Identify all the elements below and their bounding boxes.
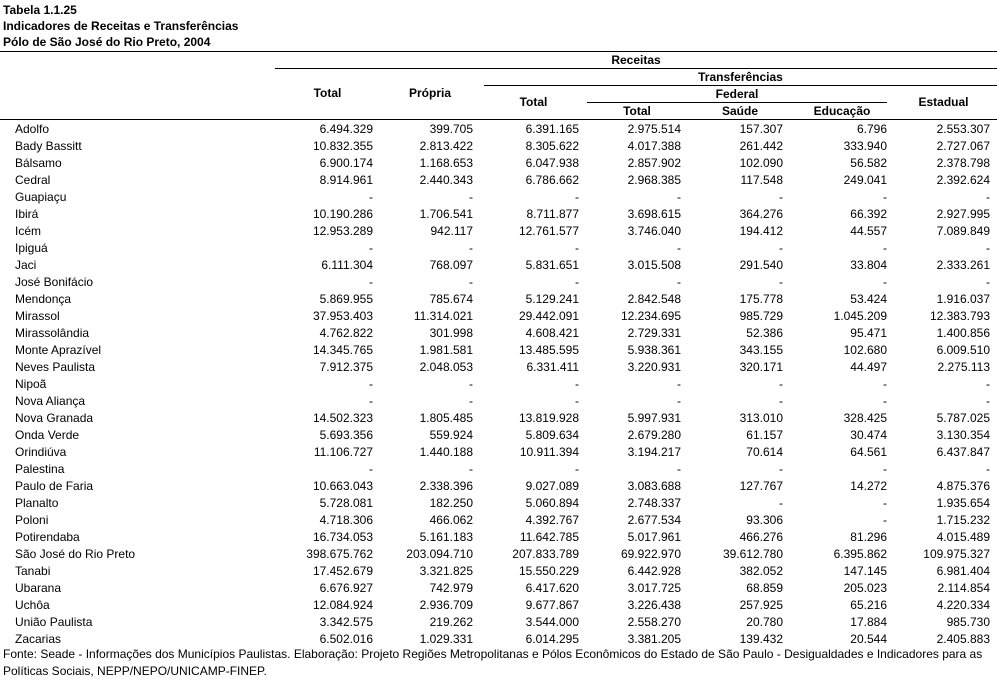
municipality-name: Jaci <box>15 258 37 272</box>
federal-total-cell: - <box>677 377 681 391</box>
transferencias-total-cell: 4.392.767 <box>525 513 579 527</box>
federal-saude-cell: 261.442 <box>739 139 783 153</box>
table-row <box>0 563 997 580</box>
federal-educacao-cell: 205.023 <box>843 581 887 595</box>
federal-total-cell: 2.748.337 <box>627 496 681 510</box>
transferencias-total-cell: 9.677.867 <box>525 598 579 612</box>
receita-total-cell: 6.502.016 <box>319 632 373 646</box>
header-total: Total <box>313 86 342 100</box>
receita-total-cell: - <box>369 190 373 204</box>
federal-saude-cell: - <box>779 275 783 289</box>
receita-propria-cell: 768.097 <box>429 258 473 272</box>
federal-saude-cell: 291.540 <box>739 258 783 272</box>
receita-total-cell: - <box>369 394 373 408</box>
table-row <box>0 376 997 393</box>
transferencias-total-cell: 5.060.894 <box>525 496 579 510</box>
header-saude: Saúde <box>721 104 758 118</box>
receita-total-cell: - <box>369 241 373 255</box>
federal-total-cell: 6.442.928 <box>627 564 681 578</box>
federal-educacao-cell: - <box>883 241 887 255</box>
table-number: Tabela 1.1.25 <box>3 3 77 17</box>
receita-total-cell: - <box>369 462 373 476</box>
federal-total-cell: - <box>677 462 681 476</box>
estadual-cell: 3.130.354 <box>936 428 990 442</box>
receita-total-cell: 7.912.375 <box>319 360 373 374</box>
municipality-name: Uchôa <box>15 598 50 612</box>
federal-saude-cell: 117.548 <box>740 173 783 187</box>
transferencias-total-cell: - <box>575 241 579 255</box>
municipality-name: Ubarana <box>15 581 62 595</box>
municipality-name: Ibirá <box>15 207 39 221</box>
header-federal-total: Total <box>623 104 651 118</box>
table-row <box>0 478 997 495</box>
header-bottom-rule <box>0 119 997 120</box>
municipality-name: Mirassolândia <box>15 326 90 340</box>
receita-total-cell: 398.675.762 <box>306 547 373 561</box>
estadual-cell: 5.787.025 <box>936 411 990 425</box>
municipality-name: Orindiúva <box>15 445 67 459</box>
receita-total-cell: 37.953.403 <box>312 309 373 323</box>
federal-saude-cell: 466.276 <box>739 530 783 544</box>
table-body <box>0 121 997 648</box>
municipality-name: Palestina <box>15 462 65 476</box>
table-row <box>0 121 997 138</box>
federal-total-cell: 3.194.217 <box>627 445 681 459</box>
receita-propria-cell: 2.936.709 <box>419 598 473 612</box>
estadual-cell: 2.392.624 <box>936 173 990 187</box>
estadual-cell: 2.405.883 <box>936 632 990 646</box>
transferencias-total-cell: 5.129.241 <box>525 292 579 306</box>
federal-total-cell: 3.220.931 <box>627 360 681 374</box>
federal-total-cell: 69.922.970 <box>620 547 681 561</box>
federal-educacao-cell: 65.216 <box>850 598 887 612</box>
estadual-cell: - <box>986 394 990 408</box>
transferencias-total-cell: 6.786.662 <box>525 173 579 187</box>
transferencias-total-cell: 3.544.000 <box>525 615 579 629</box>
receita-total-cell: 5.693.356 <box>319 428 373 442</box>
municipality-name: Monte Aprazível <box>15 343 102 357</box>
federal-educacao-cell: 33.804 <box>850 258 887 272</box>
receita-total-cell: 4.718.306 <box>319 513 373 527</box>
municipality-name: Tanabi <box>15 564 51 578</box>
federal-saude-cell: - <box>779 377 783 391</box>
federal-educacao-cell: 66.392 <box>850 207 887 221</box>
receita-propria-cell: 301.998 <box>429 326 473 340</box>
federal-saude-cell: 175.778 <box>739 292 783 306</box>
receita-total-cell: 12.084.924 <box>312 598 373 612</box>
table-row <box>0 359 997 376</box>
federal-educacao-cell: - <box>883 496 887 510</box>
municipality-name: União Paulista <box>15 615 93 629</box>
federal-educacao-cell: 81.296 <box>850 530 887 544</box>
header-receitas: Receitas <box>611 53 661 67</box>
source-footnote: Fonte: Seade - Informações dos Municípios Paulistas. Elaboração: Projeto Regiões Metropolitanas e Pólos Econômicos do Estado de São Paulo - Desigualdades e Indicadores para as Políticas Sociais, NEPP/NEPO/UNICAMP-FINEP. <box>3 647 983 678</box>
federal-saude-cell: 985.729 <box>739 309 783 323</box>
receita-total-cell: 12.953.289 <box>312 224 373 238</box>
top-rule <box>0 51 997 52</box>
municipality-name: Cedral <box>15 173 51 187</box>
federal-total-cell: - <box>677 241 681 255</box>
receita-total-cell: - <box>369 377 373 391</box>
transferencias-total-cell: 11.642.785 <box>519 530 579 544</box>
federal-saude-cell: 20.780 <box>746 615 783 629</box>
table-row <box>0 138 997 155</box>
federal-total-cell: 3.083.688 <box>627 479 681 493</box>
municipality-name: Ipiguá <box>15 241 48 255</box>
federal-saude-cell: 102.090 <box>739 156 783 170</box>
receita-propria-cell: - <box>469 241 473 255</box>
receita-total-cell: 10.663.043 <box>312 479 373 493</box>
table-row <box>0 155 997 172</box>
receita-propria-cell: 3.321.825 <box>419 564 473 578</box>
municipality-name: Guapiaçu <box>15 190 67 204</box>
federal-total-cell: 12.234.695 <box>620 309 681 323</box>
table-row <box>0 546 997 563</box>
federal-educacao-cell: 6.796 <box>856 122 887 136</box>
transferencias-total-cell: 6.014.295 <box>525 632 579 646</box>
federal-total-cell: 4.017.388 <box>627 139 681 153</box>
receita-propria-cell: 1.168.653 <box>419 156 473 170</box>
table-row <box>0 580 997 597</box>
federal-saude-cell: - <box>779 462 783 476</box>
transferencias-total-cell: 4.608.421 <box>525 326 579 340</box>
receita-propria-cell: 2.813.422 <box>419 139 473 153</box>
municipality-name: Bálsamo <box>15 156 62 170</box>
transferencias-total-cell: 13.485.595 <box>518 343 579 357</box>
estadual-cell: - <box>986 462 990 476</box>
municipality-name: Bady Bassitt <box>15 139 82 153</box>
municipality-name: Nova Aliança <box>15 394 86 408</box>
table-row <box>0 427 997 444</box>
estadual-cell: 2.378.798 <box>936 156 990 170</box>
municipality-name: Planalto <box>15 496 59 510</box>
receita-total-cell: 11.106.727 <box>313 445 373 459</box>
estadual-cell: 12.383.793 <box>929 309 990 323</box>
table-row <box>0 410 997 427</box>
federal-total-cell: 2.857.902 <box>627 156 681 170</box>
federal-saude-cell: 382.052 <box>739 564 783 578</box>
header-educacao: Educação <box>813 104 871 118</box>
federal-saude-cell: - <box>779 190 783 204</box>
federal-saude-cell: 313.010 <box>739 411 783 425</box>
receita-total-cell: 17.452.679 <box>312 564 373 578</box>
header-federal: Federal <box>715 87 759 101</box>
transferencias-total-cell: 15.550.229 <box>518 564 579 578</box>
estadual-cell: 4.015.489 <box>936 530 990 544</box>
municipality-name: Poloni <box>15 513 49 527</box>
estadual-cell: 1.935.654 <box>936 496 990 510</box>
header-estadual: Estadual <box>918 95 969 109</box>
federal-total-cell: 3.698.615 <box>627 207 681 221</box>
federal-total-cell: 2.975.514 <box>627 122 681 136</box>
transferencias-total-cell: 6.417.620 <box>525 581 579 595</box>
transferencias-total-cell: - <box>575 462 579 476</box>
receita-propria-cell: 5.161.183 <box>419 530 473 544</box>
receita-propria-cell: 1.981.581 <box>419 343 473 357</box>
receita-propria-cell: 466.062 <box>429 513 473 527</box>
municipality-name: Adolfo <box>15 122 50 136</box>
table-row <box>0 512 997 529</box>
federal-total-cell: 3.017.725 <box>627 581 681 595</box>
receita-total-cell: 6.494.329 <box>319 122 373 136</box>
federal-educacao-cell: - <box>883 462 887 476</box>
receita-total-cell: 16.734.053 <box>312 530 373 544</box>
federal-saude-cell: 139.432 <box>739 632 783 646</box>
federal-saude-cell: 61.157 <box>746 428 783 442</box>
receita-total-cell: 6.676.927 <box>319 581 373 595</box>
table-row <box>0 461 997 478</box>
receita-propria-cell: 1.706.541 <box>419 207 473 221</box>
federal-saude-cell: - <box>779 496 783 510</box>
estadual-cell: 1.715.232 <box>936 513 990 527</box>
transferencias-total-cell: - <box>575 394 579 408</box>
municipality-name: Paulo de Faria <box>15 479 94 493</box>
municipality-name: Neves Paulista <box>15 360 96 374</box>
transferencias-total-cell: 5.809.634 <box>525 428 579 442</box>
federal-saude-cell: 93.306 <box>746 513 783 527</box>
estadual-cell: 2.114.854 <box>937 581 990 595</box>
municipality-name: Nipoã <box>15 377 47 391</box>
estadual-cell: - <box>986 190 990 204</box>
federal-saude-cell: 68.859 <box>746 581 783 595</box>
transferencias-total-cell: 12.761.577 <box>518 224 579 238</box>
estadual-cell: - <box>986 377 990 391</box>
estadual-cell: 6.009.510 <box>936 343 990 357</box>
municipality-name: São José do Rio Preto <box>15 547 136 561</box>
table-row <box>0 529 997 546</box>
table-row <box>0 614 997 631</box>
estadual-cell: 2.333.261 <box>936 258 990 272</box>
federal-total-cell: 3.381.205 <box>627 632 681 646</box>
federal-educacao-cell: 333.940 <box>843 139 887 153</box>
federal-total-cell: 2.842.548 <box>627 292 681 306</box>
table-row <box>0 308 997 325</box>
transferencias-total-cell: 8.711.877 <box>526 207 579 221</box>
federal-educacao-cell: 328.425 <box>843 411 887 425</box>
federal-educacao-cell: 30.474 <box>850 428 887 442</box>
receita-propria-cell: 11.314.021 <box>413 309 473 323</box>
estadual-cell: 6.981.404 <box>936 564 990 578</box>
federal-educacao-cell: 95.471 <box>850 326 887 340</box>
receita-total-cell: 8.914.961 <box>319 173 373 187</box>
federal-saude-cell: 320.171 <box>739 360 783 374</box>
municipality-name: Potirendaba <box>15 530 80 544</box>
federal-saude-cell: 343.155 <box>739 343 783 357</box>
federal-total-cell: 2.677.534 <box>627 513 681 527</box>
estadual-cell: 6.437.847 <box>936 445 990 459</box>
receita-propria-cell: 942.117 <box>430 224 473 238</box>
transferencias-total-cell: 6.047.938 <box>525 156 579 170</box>
receita-propria-cell: 219.262 <box>429 615 473 629</box>
federal-total-cell: 2.729.331 <box>627 326 681 340</box>
federal-educacao-cell: 17.884 <box>850 615 887 629</box>
federal-educacao-cell: 14.272 <box>850 479 887 493</box>
table-row <box>0 172 997 189</box>
table-row <box>0 223 997 240</box>
receita-total-cell: 5.728.081 <box>319 496 373 510</box>
federal-educacao-cell: 147.145 <box>843 564 887 578</box>
table-row <box>0 274 997 291</box>
federal-saude-cell: 364.276 <box>739 207 783 221</box>
receita-propria-cell: 559.924 <box>429 428 473 442</box>
receita-propria-cell: - <box>469 190 473 204</box>
federal-saude-cell: - <box>779 394 783 408</box>
estadual-cell: 985.730 <box>946 615 990 629</box>
receita-propria-cell: 2.440.343 <box>419 173 473 187</box>
estadual-cell: 2.727.067 <box>936 139 990 153</box>
transferencias-rule <box>484 85 997 86</box>
table-row <box>0 206 997 223</box>
receita-total-cell: 4.762.822 <box>319 326 373 340</box>
table-row <box>0 495 997 512</box>
receita-total-cell: 5.869.955 <box>319 292 373 306</box>
receita-propria-cell: 1.805.485 <box>419 411 473 425</box>
municipality-name: Nova Granada <box>15 411 94 425</box>
receita-total-cell: 14.345.765 <box>312 343 373 357</box>
table-subtitle: Pólo de São José do Rio Preto, 2004 <box>3 35 211 49</box>
header-transferencias: Transferências <box>698 70 783 84</box>
receita-total-cell: - <box>369 275 373 289</box>
receita-propria-cell: 2.048.053 <box>419 360 473 374</box>
table-row <box>0 291 997 308</box>
transferencias-total-cell: 8.305.622 <box>525 139 579 153</box>
receita-total-cell: 10.190.286 <box>312 207 373 221</box>
municipality-name: Zacarias <box>15 632 62 646</box>
table-row <box>0 444 997 461</box>
table-row <box>0 240 997 257</box>
municipality-name: José Bonifácio <box>15 275 94 289</box>
receita-propria-cell: 203.094.710 <box>406 547 473 561</box>
federal-total-cell: 3.746.040 <box>627 224 681 238</box>
federal-total-cell: - <box>677 190 681 204</box>
federal-saude-cell: 257.925 <box>739 598 783 612</box>
estadual-cell: 109.975.327 <box>923 547 990 561</box>
transferencias-total-cell: - <box>575 377 579 391</box>
receita-propria-cell: - <box>469 462 473 476</box>
federal-saude-cell: 157.307 <box>739 122 783 136</box>
federal-educacao-cell: 64.561 <box>850 445 887 459</box>
receita-propria-cell: - <box>469 275 473 289</box>
receita-propria-cell: 1.440.188 <box>419 445 473 459</box>
federal-total-cell: 5.017.961 <box>627 530 681 544</box>
federal-total-cell: 2.679.280 <box>627 428 681 442</box>
table-row <box>0 342 997 359</box>
federal-saude-cell: 127.767 <box>739 479 783 493</box>
transferencias-total-cell: 207.833.789 <box>512 547 579 561</box>
estadual-cell: 4.220.334 <box>936 598 990 612</box>
receita-total-cell: 6.111.304 <box>321 258 373 272</box>
table-title: Indicadores de Receitas e Transferências <box>3 19 239 33</box>
federal-saude-cell: 70.614 <box>746 445 783 459</box>
federal-total-cell: - <box>677 394 681 408</box>
receita-propria-cell: 399.705 <box>429 122 473 136</box>
federal-educacao-cell: - <box>883 190 887 204</box>
federal-educacao-cell: 1.045.209 <box>833 309 887 323</box>
federal-total-cell: 3.226.438 <box>627 598 681 612</box>
header-propria: Própria <box>408 86 451 100</box>
transferencias-total-cell: 13.819.928 <box>518 411 579 425</box>
federal-total-cell: 2.558.270 <box>627 615 681 629</box>
transferencias-total-cell: - <box>575 190 579 204</box>
federal-total-cell: 5.938.361 <box>627 343 681 357</box>
receita-propria-cell: 1.029.331 <box>419 632 473 646</box>
receita-total-cell: 14.502.323 <box>312 411 373 425</box>
receita-propria-cell: - <box>469 394 473 408</box>
estadual-cell: 1.916.037 <box>936 292 990 306</box>
transferencias-total-cell: 9.027.089 <box>525 479 579 493</box>
receita-propria-cell: 785.674 <box>429 292 473 306</box>
federal-saude-cell: 39.612.780 <box>722 547 783 561</box>
federal-educacao-cell: - <box>883 275 887 289</box>
receita-propria-cell: 2.338.396 <box>419 479 473 493</box>
transferencias-total-cell: 6.391.165 <box>525 122 579 136</box>
federal-educacao-cell: 6.395.862 <box>833 547 887 561</box>
table-row <box>0 325 997 342</box>
federal-educacao-cell: 56.582 <box>850 156 887 170</box>
federal-educacao-cell: 102.680 <box>843 343 887 357</box>
table-row <box>0 393 997 410</box>
municipality-name: Mirassol <box>15 309 60 323</box>
federal-educacao-cell: - <box>883 377 887 391</box>
federal-total-cell: 5.997.931 <box>627 411 681 425</box>
federal-total-cell: - <box>677 275 681 289</box>
table-row <box>0 597 997 614</box>
receita-total-cell: 6.900.174 <box>319 156 373 170</box>
municipality-name: Mendonça <box>15 292 72 306</box>
transferencias-total-cell: 29.442.091 <box>518 309 579 323</box>
receita-propria-cell: 182.250 <box>429 496 473 510</box>
estadual-cell: 2.275.113 <box>937 360 990 374</box>
receita-propria-cell: - <box>469 377 473 391</box>
estadual-cell: 4.875.376 <box>936 479 990 493</box>
estadual-cell: 2.553.307 <box>936 122 990 136</box>
federal-saude-cell: - <box>779 241 783 255</box>
receita-propria-cell: 742.979 <box>429 581 473 595</box>
estadual-cell: 2.927.995 <box>936 207 990 221</box>
federal-total-cell: 3.015.508 <box>627 258 681 272</box>
estadual-cell: 1.400.856 <box>936 326 990 340</box>
receita-total-cell: 3.342.575 <box>319 615 373 629</box>
transferencias-total-cell: - <box>575 275 579 289</box>
federal-educacao-cell: - <box>883 513 887 527</box>
municipality-name: Onda Verde <box>15 428 80 442</box>
estadual-cell: - <box>986 275 990 289</box>
receitas-rule <box>275 68 997 69</box>
municipality-name: Icém <box>15 224 42 238</box>
federal-educacao-cell: 44.557 <box>850 224 887 238</box>
estadual-cell: - <box>986 241 990 255</box>
transferencias-total-cell: 5.831.651 <box>525 258 579 272</box>
federal-educacao-cell: 20.544 <box>850 632 887 646</box>
federal-saude-cell: 52.386 <box>746 326 783 340</box>
receita-total-cell: 10.832.355 <box>312 139 373 153</box>
federal-educacao-cell: 53.424 <box>850 292 887 306</box>
transferencias-total-cell: 6.331.411 <box>526 360 579 374</box>
table-row <box>0 257 997 274</box>
federal-educacao-cell: 44.497 <box>850 360 887 374</box>
federal-saude-cell: 194.412 <box>739 224 783 238</box>
federal-educacao-cell: 249.041 <box>843 173 887 187</box>
federal-total-cell: 2.968.385 <box>627 173 681 187</box>
federal-rule <box>587 102 887 103</box>
header-transf-total: Total <box>519 95 548 109</box>
transferencias-total-cell: 10.911.394 <box>519 445 579 459</box>
estadual-cell: 7.089.849 <box>936 224 990 238</box>
federal-educacao-cell: - <box>883 394 887 408</box>
table-row <box>0 189 997 206</box>
